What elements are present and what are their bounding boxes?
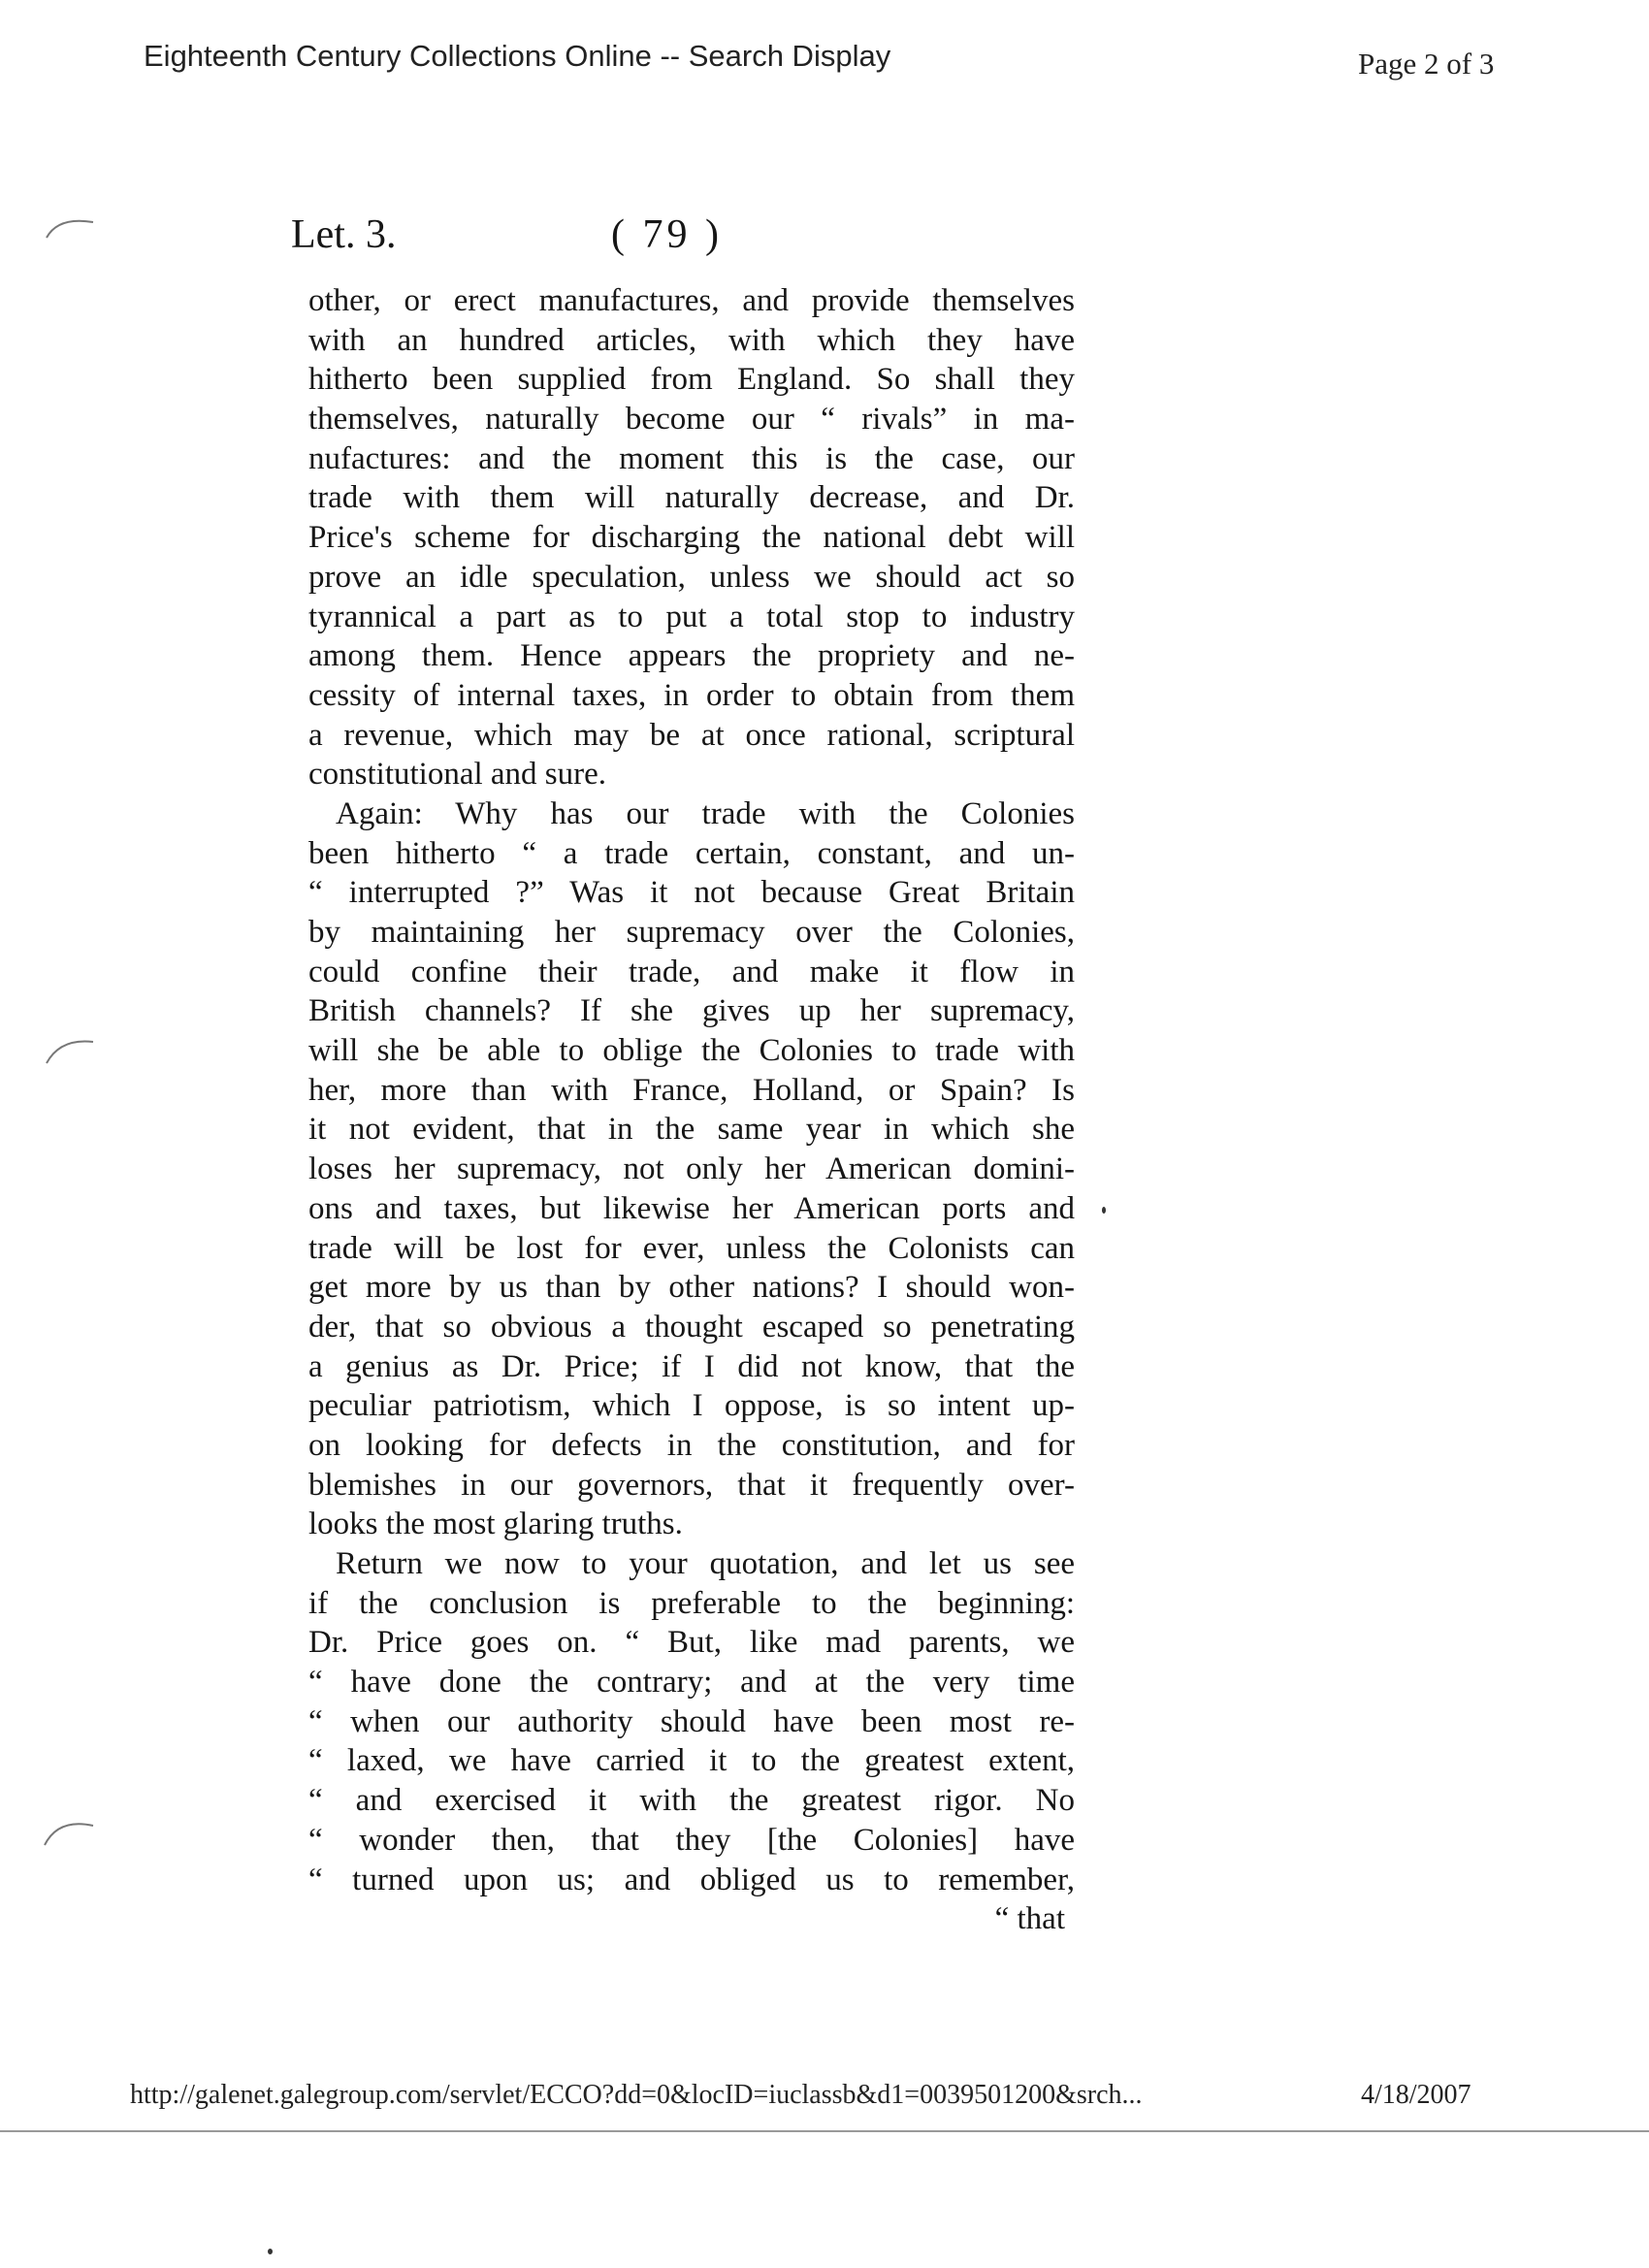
text-line: prove an idle speculation, unless we should act so: [308, 559, 1075, 595]
text-line: a revenue, which may be at once rational, scriptural: [308, 717, 1075, 753]
text-line: “ interrupted ?” Was it not because Great Britain: [308, 875, 1075, 911]
text-line: “ when our authority should have been most re-: [308, 1703, 1075, 1739]
text-line: “ wonder then, that they [the Colonies] have: [308, 1822, 1075, 1858]
punch-hole-mark: [39, 1030, 107, 1069]
text-line: with an hundred articles, with which they have: [308, 322, 1075, 358]
text-line: been hitherto “ a trade certain, constant, and un-: [308, 835, 1075, 871]
text-line: themselves, naturally become our “ rivals” in ma-: [308, 402, 1075, 437]
text-line: “ have done the contrary; and at the very time: [308, 1665, 1075, 1701]
text-line: looks the most glaring truths.: [308, 1507, 683, 1542]
text-line: peculiar patriotism, which I oppose, is so intent up-: [308, 1388, 1075, 1424]
text-line: “ laxed, we have carried it to the greatest extent,: [308, 1743, 1075, 1779]
text-line: “ turned upon us; and obliged us to remember,: [308, 1862, 1075, 1897]
text-line: Again: Why has our trade with the Colonies: [336, 795, 1075, 831]
text-line: der, that so obvious a thought escaped so penetrating: [308, 1309, 1075, 1345]
text-line: her, more than with France, Holland, or Spain? Is: [308, 1072, 1075, 1108]
punch-hole-mark: [39, 1812, 107, 1851]
footer-divider: [0, 2130, 1649, 2132]
text-line: on looking for defects in the constitution, and for: [308, 1427, 1075, 1463]
source-url: http://galenet.galegroup.com/servlet/ECCO?dd=0&locID=iuclassb&d1=0039501200&srch...: [130, 2080, 1143, 2110]
text-line: a genius as Dr. Price; if I did not know, that the: [308, 1348, 1075, 1384]
text-line: could confine their trade, and make it flow in: [308, 954, 1075, 989]
scan-speck: [1102, 1207, 1106, 1214]
text-line: loses her supremacy, not only her American domini-: [308, 1151, 1075, 1187]
text-line: hitherto been supplied from England. So shall they: [308, 362, 1075, 398]
page-indicator: Page 2 of 3: [1358, 47, 1495, 81]
text-line: get more by us than by other nations? I should won-: [308, 1270, 1075, 1306]
scan-speck: [268, 2249, 273, 2254]
running-head: Let. 3.: [291, 212, 397, 257]
text-line: trade with them will naturally decrease, and Dr.: [308, 480, 1075, 516]
text-line: cessity of internal taxes, in order to obtain from them: [308, 677, 1075, 713]
text-line: by maintaining her supremacy over the Colonies,: [308, 915, 1075, 950]
book-page-header: [291, 211, 1086, 270]
text-line: Price's scheme for discharging the national debt will: [308, 520, 1075, 556]
text-line: tyrannical a part as to put a total stop to industry: [308, 599, 1075, 634]
text-line: Return we now to your quotation, and let us see: [336, 1546, 1075, 1581]
text-line: it not evident, that in the same year in which she: [308, 1112, 1075, 1148]
text-line: Dr. Price goes on. “ But, like mad parents, we: [308, 1625, 1075, 1661]
text-line: if the conclusion is preferable to the beginning:: [308, 1585, 1075, 1621]
text-line: will she be able to oblige the Colonies to trade with: [308, 1033, 1075, 1069]
book-page-number: ( 79 ): [611, 212, 723, 257]
punch-hole-mark: [39, 209, 107, 247]
text-line: constitutional and sure.: [308, 757, 607, 793]
print-date: 4/18/2007: [1361, 2080, 1471, 2110]
text-line: blemishes in our governors, that it frequently over-: [308, 1467, 1075, 1503]
text-line: trade will be lost for ever, unless the Colonists can: [308, 1230, 1075, 1266]
text-line: “ and exercised it with the greatest rigor. No: [308, 1783, 1075, 1819]
text-line: British channels? If she gives up her supremacy,: [308, 993, 1075, 1029]
text-line: “ that: [994, 1901, 1065, 1937]
document-header-title: Eighteenth Century Collections Online -- Search Display: [144, 39, 891, 73]
text-line: ons and taxes, but likewise her American ports and: [308, 1190, 1075, 1226]
page-body-text: [308, 281, 1075, 1939]
text-line: among them. Hence appears the propriety and ne-: [308, 638, 1075, 674]
text-line: nufactures: and the moment this is the case, our: [308, 440, 1075, 476]
text-line: other, or erect manufactures, and provide themselves: [308, 283, 1075, 318]
